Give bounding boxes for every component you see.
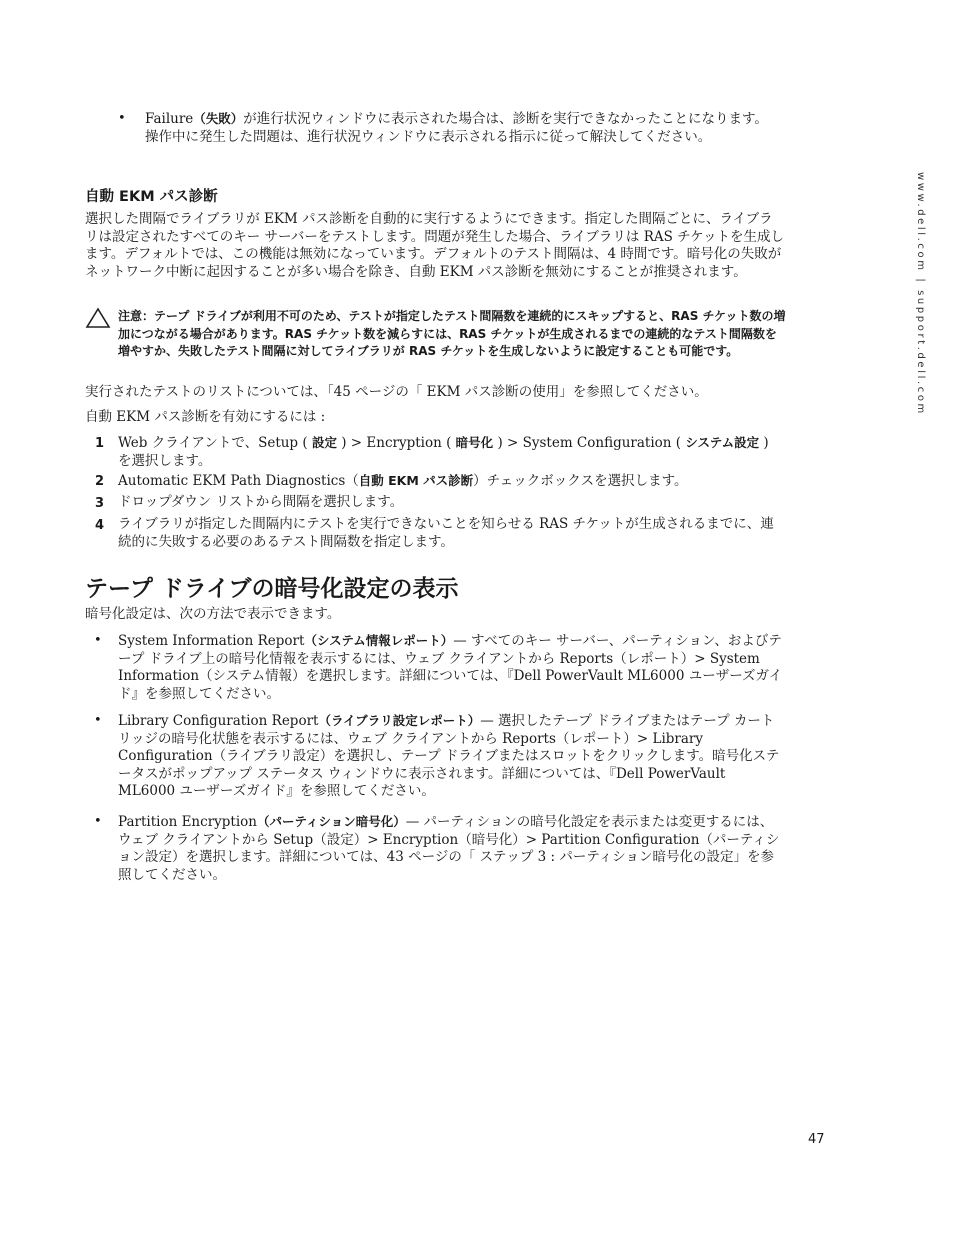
bullet-3-term: Partition Encryption <box>118 814 257 830</box>
step-number: 1 <box>95 436 105 451</box>
tests-reference: 実行されたテストのリストについては、「45 ページの「 EKM パス診断の使用」を参照してください。 <box>85 384 708 400</box>
bullet-partition-encryption <box>118 813 783 884</box>
bullet-library-config-report <box>118 712 783 801</box>
failure-term: Failure <box>145 111 194 127</box>
page-number: 47 <box>808 1132 825 1147</box>
step-2-text-a: Automatic EKM Path Diagnostics（ <box>118 473 359 489</box>
step-2 <box>118 472 783 491</box>
step-3 <box>118 494 783 512</box>
step-1 <box>118 434 783 470</box>
step-3-text: ドロップダウン リストから間隔を選択します。 <box>118 494 404 510</box>
failure-text: が進行状況ウィンドウに表示された場合は、診断を実行できなかったことになります。操作中に発生した問題は、進行状況ウィンドウに表示される指示に従って解決してください。 <box>145 111 768 145</box>
section-heading-ekm: 自動 EKM パス診断 <box>85 189 218 205</box>
bullet-marker: • <box>94 713 102 728</box>
step-1-encryption-jp: 暗号化 <box>455 435 494 450</box>
bullet-marker: • <box>94 814 102 829</box>
step-1-text-d: ) を選択します。 <box>118 435 769 469</box>
step-1-sysconfig-jp: システム設定 <box>685 435 760 450</box>
caution-note: 注意：テープ ドライブが利用不可のため、テストが指定したテスト間隔数を連続的にスキップすると、RAS チケット数の増加につながる場合があります。RAS チケット数を減らすには、RAS チケットが生成されるまでの連続的なテスト間隔数を増やすか、失敗したテスト間隔に対してライブラリが RAS チケットを生成しないように設定することも可能です。 <box>118 309 786 358</box>
bullet-2-term-jp: （ライブラリ設定レポート） <box>318 713 481 728</box>
side-url <box>908 172 932 416</box>
step-1-text-a: Web クライアントで、Setup ( <box>118 435 312 451</box>
section2-intro: 暗号化設定は、次の方法で表示できます。 <box>85 606 341 622</box>
failure-term-jp: （失敗） <box>193 111 244 126</box>
bullet-1-term: System Information Report <box>118 633 305 649</box>
side-url-text: www.dell.com | support.dell.com <box>915 172 926 416</box>
step-2-text-b: ）チェックボックスを選択します。 <box>473 473 688 489</box>
caution-icon <box>85 307 111 329</box>
step-number: 2 <box>95 474 105 489</box>
bullet-3-text: — パーティションの暗号化設定を表示または変更するには、ウェブ クライアントから Setup（設定）> Encryption（暗号化）> Partition Configuration（パーティション設定）を選択します。詳細については、43 ページの「 ステップ 3 : パーティション暗号化の設定」を参照してください。 <box>118 814 780 883</box>
step-1-text-b: ) > Encryption ( <box>336 435 456 451</box>
bullet-2-text: — 選択したテープ ドライブまたはテープ カートリッジの暗号化状態を表示するには、ウェブ クライアントから Reports（レポート）> Library Configuration（ライブラリ設定）を選択し、テープ ドライブまたはスロットをクリックします。暗号化ステータスがポップアップ ステータス ウィンドウに表示されます。詳細については、『Dell PowerVault ML6000 ユーザーズガイド』を参照してください。 <box>118 713 780 799</box>
step-4 <box>118 516 783 551</box>
failure-bullet <box>145 110 780 146</box>
step-number: 3 <box>95 496 105 511</box>
bullet-1-term-jp: （システム情報レポート） <box>304 633 454 648</box>
bullet-2-term: Library Configuration Report <box>118 713 319 729</box>
bullet-system-info-report <box>118 632 783 703</box>
step-1-text-c: ) > System Configuration ( <box>493 435 686 451</box>
bullet-3-term-jp: （パーティション暗号化） <box>256 814 406 829</box>
enable-intro: 自動 EKM パス診断を有効にするには : <box>85 409 326 425</box>
step-2-term-jp: 自動 EKM パス診断 <box>358 473 474 488</box>
step-1-setup-jp: 設定 <box>311 435 337 450</box>
bullet-marker: • <box>118 111 126 126</box>
ekm-paragraph: 選択した間隔でライブラリが EKM パス診断を自動的に実行するようにできます。指定した間隔ごとに、ライブラリは設定されたすべてのキー サーバーをテストします。問題が発生した場合、ライブラリは RAS チケットを生成します。デフォルトでは、この機能は無効になっています。デフォルトのテスト間隔は、4 時間です。暗号化の失敗がネットワーク中断に起因することが多い場合を除き、自動 EKM パス診断を無効にすることが推奨されます。 <box>85 211 784 280</box>
step-number: 4 <box>95 518 105 533</box>
section-heading-encryption-display: テープ ドライブの暗号化設定の表示 <box>85 576 459 602</box>
bullet-marker: • <box>94 633 102 648</box>
step-4-text: ライブラリが指定した間隔内にテストを実行できないことを知らせる RAS チケットが生成されるまでに、連続的に失敗する必要のあるテスト間隔数を指定します。 <box>118 516 774 550</box>
bullet-1-text: — すべてのキー サーバー、パーティション、およびテープ ドライブ上の暗号化情報を表示するには、ウェブ クライアントから Reports（レポート）> System Information（システム情報）を選択します。詳細については、『Dell PowerVault ML6000 ユーザーズガイド』を参照してください。 <box>118 633 783 702</box>
